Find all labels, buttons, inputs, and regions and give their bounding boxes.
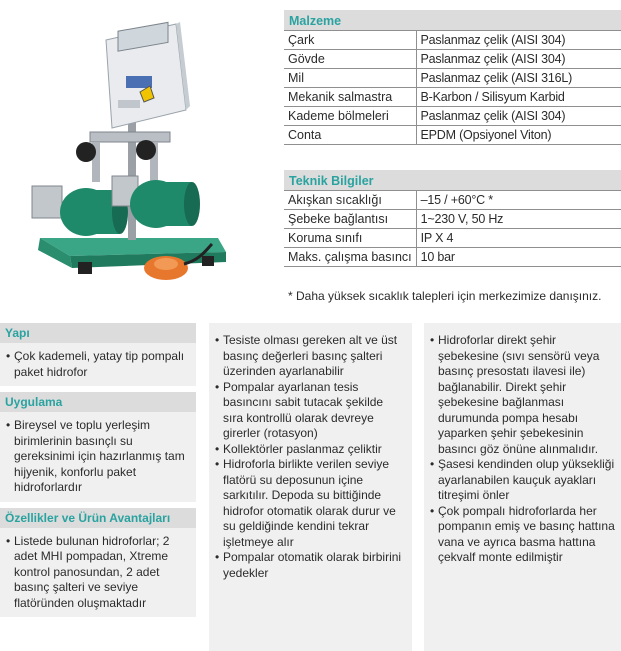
spec-key: Şebeke bağlantısı	[284, 210, 416, 229]
table-row	[284, 229, 621, 248]
spec-key: Mekanik salmastra	[284, 88, 416, 107]
table-row	[284, 50, 621, 69]
table-row	[284, 107, 621, 126]
spec-key: Akışkan sıcaklığı	[284, 191, 416, 210]
list-item: • Bireysel ve toplu yerleşim birimlerinin basınçlı su gereksinimi için hazırlanmış tam hijyenik, konforlu paket hidroforlardır	[6, 418, 191, 496]
spec-value: 10 bar	[416, 248, 621, 267]
table-row	[284, 31, 621, 50]
materials-title: Malzeme	[284, 10, 621, 30]
spec-value: B-Karbon / Silisyum Karbid	[416, 88, 621, 107]
spec-key: Maks. çalışma basıncı	[284, 248, 416, 267]
list-item: • Hidroforlar direkt şehir şebekesine (sıvı sensörü veya basınç presostatı ilavesi ile) bağlanabilir. Direkt şehir şebekesine bağlanması durumunda pompa hesabı yaparken şehir şebekesinin basıncı göz önüne alınmalıdır.	[430, 333, 615, 457]
section-body-ozellikler	[0, 528, 196, 618]
table-row	[284, 126, 621, 145]
table-row	[284, 248, 621, 267]
spec-value: EPDM (Opsiyonel Viton)	[416, 126, 621, 145]
temperature-note: * Daha yüksek sıcaklık talepleri için merkezimize danışınız.	[288, 289, 602, 303]
list-item: • Pompalar ayarlanan tesis basıncını sabit tutacak şekilde sıra kontrollü olarak devreye girerler (rotasyon)	[215, 380, 406, 442]
spec-key: Conta	[284, 126, 416, 145]
spec-key: Koruma sınıfı	[284, 229, 416, 248]
left-column	[0, 323, 196, 651]
list-item: • Pompalar otomatik olarak birbirini yedekler	[215, 550, 406, 581]
section-title-yapi: Yapı	[0, 323, 196, 343]
section-body-uygulama	[0, 412, 196, 502]
spec-value: Paslanmaz çelik (AISI 304)	[416, 107, 621, 126]
technical-table	[284, 170, 621, 267]
list-item: • Kollektörler paslanmaz çeliktir	[215, 442, 406, 458]
spec-value: –15 / +60°C *	[416, 191, 621, 210]
technical-title: Teknik Bilgiler	[284, 170, 621, 190]
spec-value: 1~230 V, 50 Hz	[416, 210, 621, 229]
table-row	[284, 69, 621, 88]
spec-value: IP X 4	[416, 229, 621, 248]
middle-column	[209, 323, 412, 651]
table-row	[284, 210, 621, 229]
product-image	[0, 0, 282, 300]
table-row	[284, 191, 621, 210]
table-row	[284, 88, 621, 107]
list-item: • Tesiste olması gereken alt ve üst basınç değerleri basınç şalteri üzerinden ayarlanabilir	[215, 333, 406, 380]
list-item: • Çok pompalı hidroforlarda her pompanın emiş ve basınç hattına vana ve ayrıca basma hattına çekvalf monte edilmiştir	[430, 504, 615, 566]
collector-pipe	[90, 132, 170, 142]
base-frame	[38, 238, 226, 274]
control-panel-box	[106, 22, 190, 128]
spec-value: Paslanmaz çelik (AISI 304)	[416, 50, 621, 69]
spec-key: Mil	[284, 69, 416, 88]
list-item: • Hidroforla birlikte verilen seviye flatörü su deposunun içine sarkıtılır. Depoda su bittiğinde hidrofor otomatik olarak durur ve su geldiğinde kendini tekrar işletmeye alır	[215, 457, 406, 550]
spec-value: Paslanmaz çelik (AISI 316L)	[416, 69, 621, 88]
section-title-ozellikler: Özellikler ve Ürün Avantajları	[0, 508, 196, 528]
section-title-uygulama: Uygulama	[0, 392, 196, 412]
materials-table	[284, 10, 621, 145]
list-item: • Listede bulunan hidroforlar; 2 adet MHI pompadan, Xtreme kontrol panosundan, 2 adet basınç şalteri ve seviye flatöründen oluşmaktadır	[6, 534, 191, 612]
spec-value: Paslanmaz çelik (AISI 304)	[416, 31, 621, 50]
list-item: • Çok kademeli, yatay tip pompalı paket hidrofor	[6, 349, 191, 380]
spec-key: Kademe bölmeleri	[284, 107, 416, 126]
spec-key: Gövde	[284, 50, 416, 69]
section-body-yapi	[0, 343, 196, 386]
list-item: • Şasesi kendinden olup yüksekliği ayarlanabilen kauçuk ayakları titreşimi önler	[430, 457, 615, 504]
panel-post	[128, 110, 136, 240]
right-column	[424, 323, 621, 651]
valve-icon	[76, 142, 96, 162]
spec-key: Çark	[284, 31, 416, 50]
